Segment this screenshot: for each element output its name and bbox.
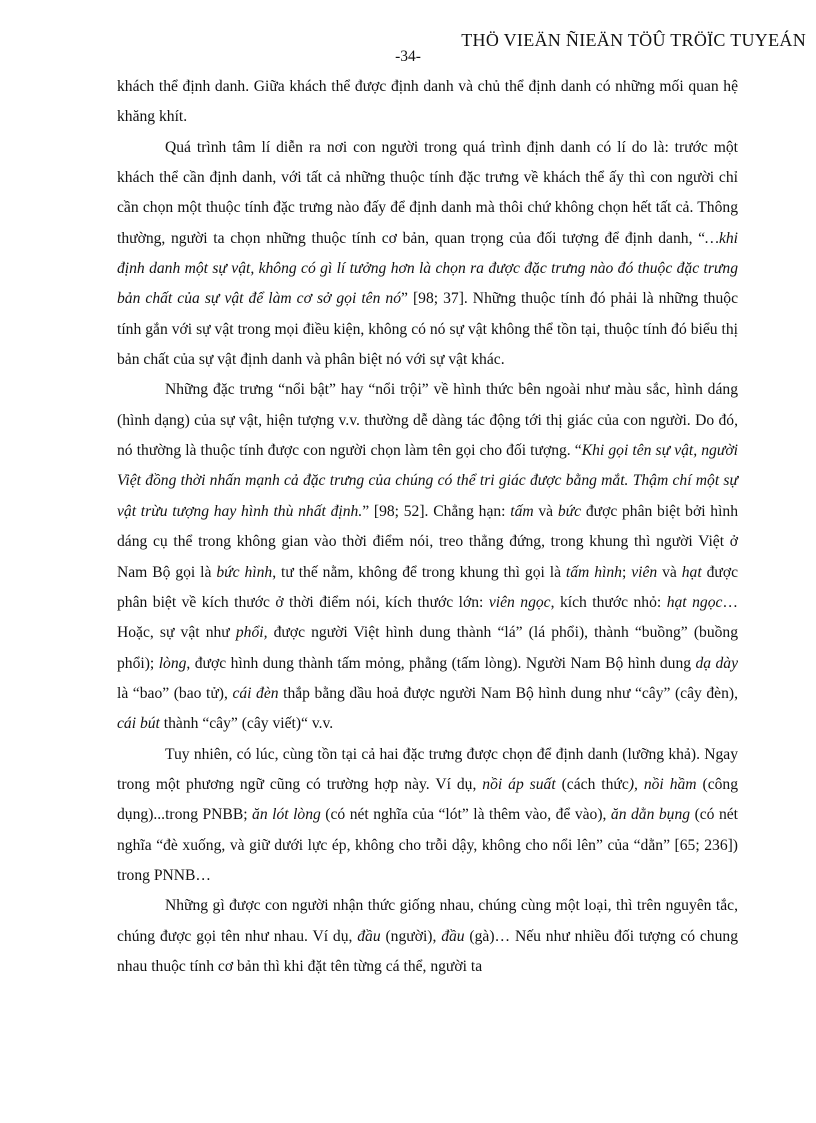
italic-text: lòng (158, 654, 187, 672)
text-run: thắp bằng dầu hoả được người Nam Bộ hình dung như “cây” (cây đèn), (278, 684, 738, 702)
text-run: ” [98; 37]. Những thuộc tính đó phải là những thuộc tính gắn với sự vật trong mọi điều kiện, không có nó sự vật không thể tồn tại, thuộc tính đó biểu thị bản chất của sự vật định danh và phân biệt nó với sự vật khác. (117, 290, 738, 369)
italic-text: tấm hình (565, 563, 622, 581)
italic-text: hạt ngọc (666, 593, 723, 611)
text-run: và (533, 502, 558, 520)
text-run: ” [98; 52]. Chẳng hạn: (362, 502, 511, 520)
italic-text: viên ngọc (488, 593, 551, 611)
italic-text: phổi, (235, 624, 268, 642)
italic-text: ăn lót lòng (252, 806, 321, 824)
text-run: được người Việt hình dung thành “lá” (lá phổi), thành “buồng” (buồng phổi); (117, 624, 739, 672)
text-run: , tư thế nằm, không để trong khung thì gọi là (272, 563, 566, 581)
italic-text: đầu (441, 927, 465, 945)
italic-text: bức (557, 502, 582, 520)
italic-text: tấm (510, 502, 534, 520)
italic-text: viên (631, 563, 658, 581)
text-run: Những đặc trưng “nổi bật” hay “nổi trội” về hình thức bên ngoài như màu sắc, hình dáng (hình dạng) của sự vật, hiện tượng v.v. thường dễ dàng tác động tới thị giác của con người. Do đó, nó thường là thuộc tính được con người chọn làm tên gọi cho đối tượng. “ (117, 381, 738, 460)
italic-text: nồi áp suất (482, 775, 556, 793)
text-run: , kích thước nhỏ: (550, 593, 667, 611)
paragraph (117, 891, 738, 982)
text-run: được phân biệt về kích thước ở thời điểm nói, kích thước lớn: (117, 563, 738, 611)
italic-text: bức hình (216, 563, 273, 581)
text-run: (người), (380, 927, 442, 945)
text-run: khách thể định danh. Giữa khách thể được định danh và chủ thể định danh có những mối quan hệ khăng khít. (117, 78, 738, 126)
italic-text: ), nồi hầm (628, 775, 697, 793)
italic-text: …khi định danh một sự vật, không có gì lí tưởng hơn là chọn ra được đặc trưng nào đó thuộc đặc trưng bản chất của sự vật để làm cơ sở gọi tên nó (117, 229, 738, 308)
text-run: Quá trình tâm lí diễn ra nơi con người trong quá trình định danh có lí do là: trước một khách thể cần định danh, với tất cả những thuộc tính đặc trưng về khách thể ấy thì con người chỉ cần chọn một thuộc tính đặc trưng nào đấy để định danh mà thôi chứ không chọn hết tất cả. Thông thường, người ta chọn những thuộc tính cơ bản, quan trọng của đối tượng để định danh, “ (117, 138, 738, 247)
text-run: và (657, 563, 682, 581)
italic-text: dạ dày (695, 654, 739, 672)
paragraph (117, 133, 738, 376)
text-run: (có nét nghĩa của “lót” là thêm vào, để vào), (320, 806, 611, 824)
italic-text: hạt (681, 563, 702, 581)
italic-text: cái bút (117, 715, 160, 733)
paragraph (117, 375, 738, 739)
text-run: (công dụng)...trong PNBB; (117, 775, 739, 824)
text-run: Những gì được con người nhận thức giống nhau, chúng cùng một loại, thì trên nguyên tắc, chúng được gọi tên như nhau. Ví dụ, (117, 897, 738, 945)
italic-text: Khi gọi tên sự vật, người Việt đồng thời nhấn mạnh cả đặc trưng của chúng có thể tri giác được bằng mắt. Thậm chí một sự vật trừu tượng hay hình thù nhất định. (117, 442, 738, 520)
text-run: (cách thức (555, 775, 629, 793)
text-run: (gà)… Nếu như nhiều đối tượng có chung nhau thuộc tính cơ bản thì khi đặt tên từng cá thể, người ta (117, 927, 738, 975)
text-run: Tuy nhiên, có lúc, cùng tồn tại cả hai đặc trưng được chọn để định danh (lưỡng khả). Ngay trong một phương ngữ cũng có trường hợp này. Ví dụ, (117, 745, 738, 793)
text-run: thành “cây” (cây viết)“ v.v. (159, 715, 334, 733)
italic-text: cái đèn (232, 684, 279, 702)
text-run: … Hoặc, sự vật như (117, 593, 739, 642)
paragraph (117, 72, 738, 133)
italic-text: đầu (357, 927, 381, 945)
page-header: THÖ VIEÄN ÑIEÄN TÖÛ TRÖÏC TUYEÁN (461, 30, 806, 50)
text-run: được phân biệt bởi hình dáng cụ thể trong không gian vào thời điểm nói, treo thẳng đứng, trong khung thì người Việt ở Nam Bộ gọi là (117, 502, 739, 581)
text-run: , được hình dung thành tấm mỏng, phẳng (tấm lòng). Người Nam Bộ hình dung (186, 654, 696, 672)
document-body (117, 72, 738, 982)
text-run: ; (621, 563, 632, 581)
italic-text: ăn dằn bụng (610, 806, 691, 824)
text-run: (có nét nghĩa “đè xuống, và giữ dưới lực ép, không cho trỗi dậy, không cho nổi lên” của “dằn” [65; 236]) trong PNNB… (117, 806, 739, 884)
paragraph (117, 740, 738, 892)
page-number: -34- (395, 48, 421, 65)
text-run: là “bao” (bao tử), (117, 684, 233, 702)
